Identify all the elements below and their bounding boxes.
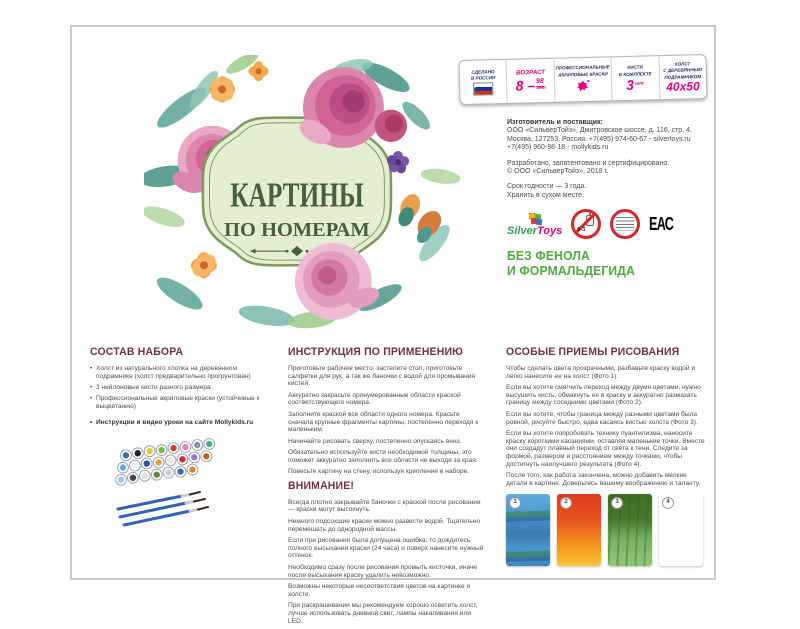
section-instructions [288, 346, 484, 629]
certification-row [507, 203, 684, 245]
warning-paragraph: Если при рисовании была допущена ошибка, то дождитесь полного высыхания краски (24 часа) и поверх нанесите нужный оттенок. [288, 536, 484, 560]
badge-canvas-label-2: С ДЕРЕВЯННЫМ [663, 67, 702, 74]
warning-text-lines [616, 217, 634, 231]
small-parts-warning-icon [610, 209, 640, 239]
technique-paragraph: Если вы хотите смягчить переход между двумя цветами, нужно высушить кисть, обмакнуть ее в краску и аккуратно размазать границу между соседними цветами (Фото 2). [506, 383, 701, 407]
warning-paragraph: Немного подсохшие краски можно развести водой. Тщательно перемешать до однородной массы. [288, 517, 480, 533]
manufacturer-address-line: ООО «СильверТойз», Дмитровское шоссе, д. 116, стр. 4, [507, 127, 692, 135]
paint-pots-and-brushes-image [90, 437, 262, 547]
warning-paragraph: Возможны некоторые несоответствия цветов на картинке и холсте. [288, 582, 471, 598]
silvertoys-cube-icon [527, 212, 543, 226]
technique-paragraph: После того, как работа закончена, можно добавить мелкие детали в картине. Доверьтесь вашему воображению и таланту. [506, 472, 701, 488]
brushes-image [118, 492, 208, 525]
instruction-paragraph: Аккуратно закрасьте пронумерованные области краской соответствующего номера. [288, 391, 461, 407]
technique-photo-2 [557, 494, 601, 566]
logo-title-line2: ПО НОМЕРАМ [224, 218, 370, 241]
badge-brushes-label-1: КИСТИ [627, 64, 643, 70]
badge-canvas-label-1: ХОЛСТ [674, 61, 691, 67]
instruction-paragraph: Начинайте рисовать сверху, постепенно опускаясь вниз. [288, 437, 462, 445]
badge-canvas-size [659, 55, 706, 99]
warning-paragraph: При раскрашивании мы рекомендуем хорошо осветить холст, лучше использовать дневной свет, лампы накаливания или LED. [288, 601, 478, 625]
warning-heading: ВНИМАНИЕ! [288, 479, 355, 492]
badge-age-suffix: лет [536, 85, 547, 91]
techniques-heading: ОСОБЫЕ ПРИЕМЫ РИСОВАНИЯ [506, 346, 680, 358]
kit-bullet-brushes: • 3 нейлоновые кисти разного размера [90, 384, 268, 392]
instruction-paragraph: Повесьте картину на стену, используя крепление в наборе. [288, 468, 470, 476]
package-back-panel [70, 25, 716, 625]
badge-made-in-russia [460, 60, 508, 104]
badge-age-value-max: 98 [535, 78, 544, 86]
badge-canvas-label-3: ПОДРАМНИКОМ [664, 73, 702, 80]
technique-photo-4 [659, 494, 703, 566]
technique-paragraph: Чтобы сделать цвета прозрачными, разбавьте краску водой и легко нанесите ее на холст (Фото 1). [506, 364, 696, 380]
kit-contents-heading: СОСТАВ НАБОРА [90, 346, 184, 358]
badge-brushes [612, 56, 660, 100]
technique-photo-1 [506, 494, 550, 566]
technique-photo-3 [608, 494, 652, 566]
badge-made-in-russia-label-1: СДЕЛАНО [471, 68, 495, 75]
badge-age-value: 8 – [515, 76, 536, 94]
badge-made-in-russia-label-2: В РОССИИ [470, 75, 496, 81]
paint-splash-icon [574, 78, 592, 94]
silvertoys-word-toys: Toys [536, 224, 563, 237]
manufacturer-contact-line2: +7(495) 960-98-18 - mollykids.ru [507, 144, 609, 152]
badge-brushes-label-2: В КОМПЛЕКТЕ [618, 70, 652, 77]
badge-age-label: ВОЗРАСТ [515, 69, 546, 77]
no-phenol-line1: БЕЗ ФЕНОЛА [507, 248, 590, 263]
kit-bold-note: • Инструкции и видео уроки на сайте Mollykids.ru [90, 419, 268, 427]
copyright-line2: © ООО «СильверТойз», 2018 г. [507, 167, 609, 175]
section-kit-contents [90, 346, 268, 549]
orange-flower-bottom-left [188, 250, 220, 281]
badge-paints-label-2: АКРИЛОВЫЕ КРАСКИ [557, 70, 608, 78]
copyright-line1: Разработано, запатентовано и сертифицировано. [507, 159, 670, 167]
silvertoys-logo [507, 212, 562, 237]
shelf-life-line: Срок годности — 3 года. [507, 183, 587, 191]
manufacturer-title: Изготовитель и поставщик: [507, 119, 603, 126]
age-restriction-text: 0-3 [577, 227, 586, 233]
section-techniques [506, 346, 708, 566]
logo-title-line1: КАРТИНЫ [230, 176, 364, 215]
instruction-paragraph: Заполните краской все области одного номера. Красьте сначала крупные фрагменты картины, постепенно переходя к маленьким. [288, 410, 479, 434]
eac-conformity-mark: ЕАС [649, 213, 674, 234]
kit-bullet-paints: • Профессиональные акриловые краски (устойчивые к выцветанию) [90, 395, 268, 411]
warning-paragraph: Всегда плотно закрывайте баночки с краской после рисования — краски могут высохнуть. [288, 498, 481, 514]
manufacturer-contact-line: Москва, 127253, Россия. +7(495) 974-60-67 - silvertoys.ru [507, 135, 691, 143]
storage-line: Хранить в сухом месте. [507, 191, 584, 199]
age-restriction-0-3-icon [571, 209, 601, 239]
no-phenol-claim [507, 248, 635, 279]
feature-badges-strip [458, 54, 707, 105]
badge-brushes-suffix: шт. [634, 81, 645, 87]
instruction-paragraph: Приготовьте рабочее место: застелите стол, приготовьте салфетки для рук, а так же баночки с водой для промывания кистей. [288, 364, 476, 388]
manufacturer-info [507, 119, 709, 207]
badge-age [507, 59, 555, 103]
photo-number-badge: 1 [509, 497, 521, 509]
instruction-paragraph: Обязательно используйте кисти необходимой толщины, это поможет аккуратно заполнить все области не выходя за края. [288, 448, 478, 464]
purple-flower [387, 151, 409, 173]
floral-wreath-logo [144, 55, 460, 333]
no-phenol-line2: И ФОРМАЛЬДЕГИДА [507, 263, 636, 279]
instructions-heading: ИНСТРУКЦИЯ ПО ПРИМЕНЕНИЮ [288, 346, 464, 358]
photo-number-badge: 4 [662, 497, 674, 509]
warning-paragraph: Необходимо сразу после рисования промыть кисточки, иначе после высыхания краску удалить невозможно. [288, 563, 478, 579]
badge-acrylic-paints [554, 57, 612, 101]
badge-brushes-count: 3 [625, 76, 635, 93]
technique-paragraph: Если вы хотите попробовать технику пуантилизма, наносите краску короткими касаниями, оставляя маленькие точки. Вместе они создадут плавный переход от света к тени. Следите за формой, размером и расстоянием между точками, чтобы достигнуть наилучшего результата (Фото 4). [506, 429, 705, 469]
kit-bullet-canvas: • Холст из натурального хлопка на деревянном подрамнике (холст предварительно прогрунтован) [90, 365, 268, 381]
badge-paints-label-1: ПРОФЕССИОНАЛЬНЫЕ [555, 64, 610, 71]
silvertoys-word-silver: Silver [507, 224, 537, 237]
russia-flag-icon [473, 82, 493, 95]
technique-paragraph: Если вы хотите, чтобы граница между разными цветами была ровной, рисуйте быстро, едва касаясь кистью холста (Фото 3). [506, 410, 698, 426]
photo-number-badge: 2 [560, 497, 572, 509]
badge-canvas-size-value: 40x50 [666, 79, 700, 95]
photo-number-badge: 3 [611, 497, 623, 509]
technique-photo-row [506, 494, 708, 566]
